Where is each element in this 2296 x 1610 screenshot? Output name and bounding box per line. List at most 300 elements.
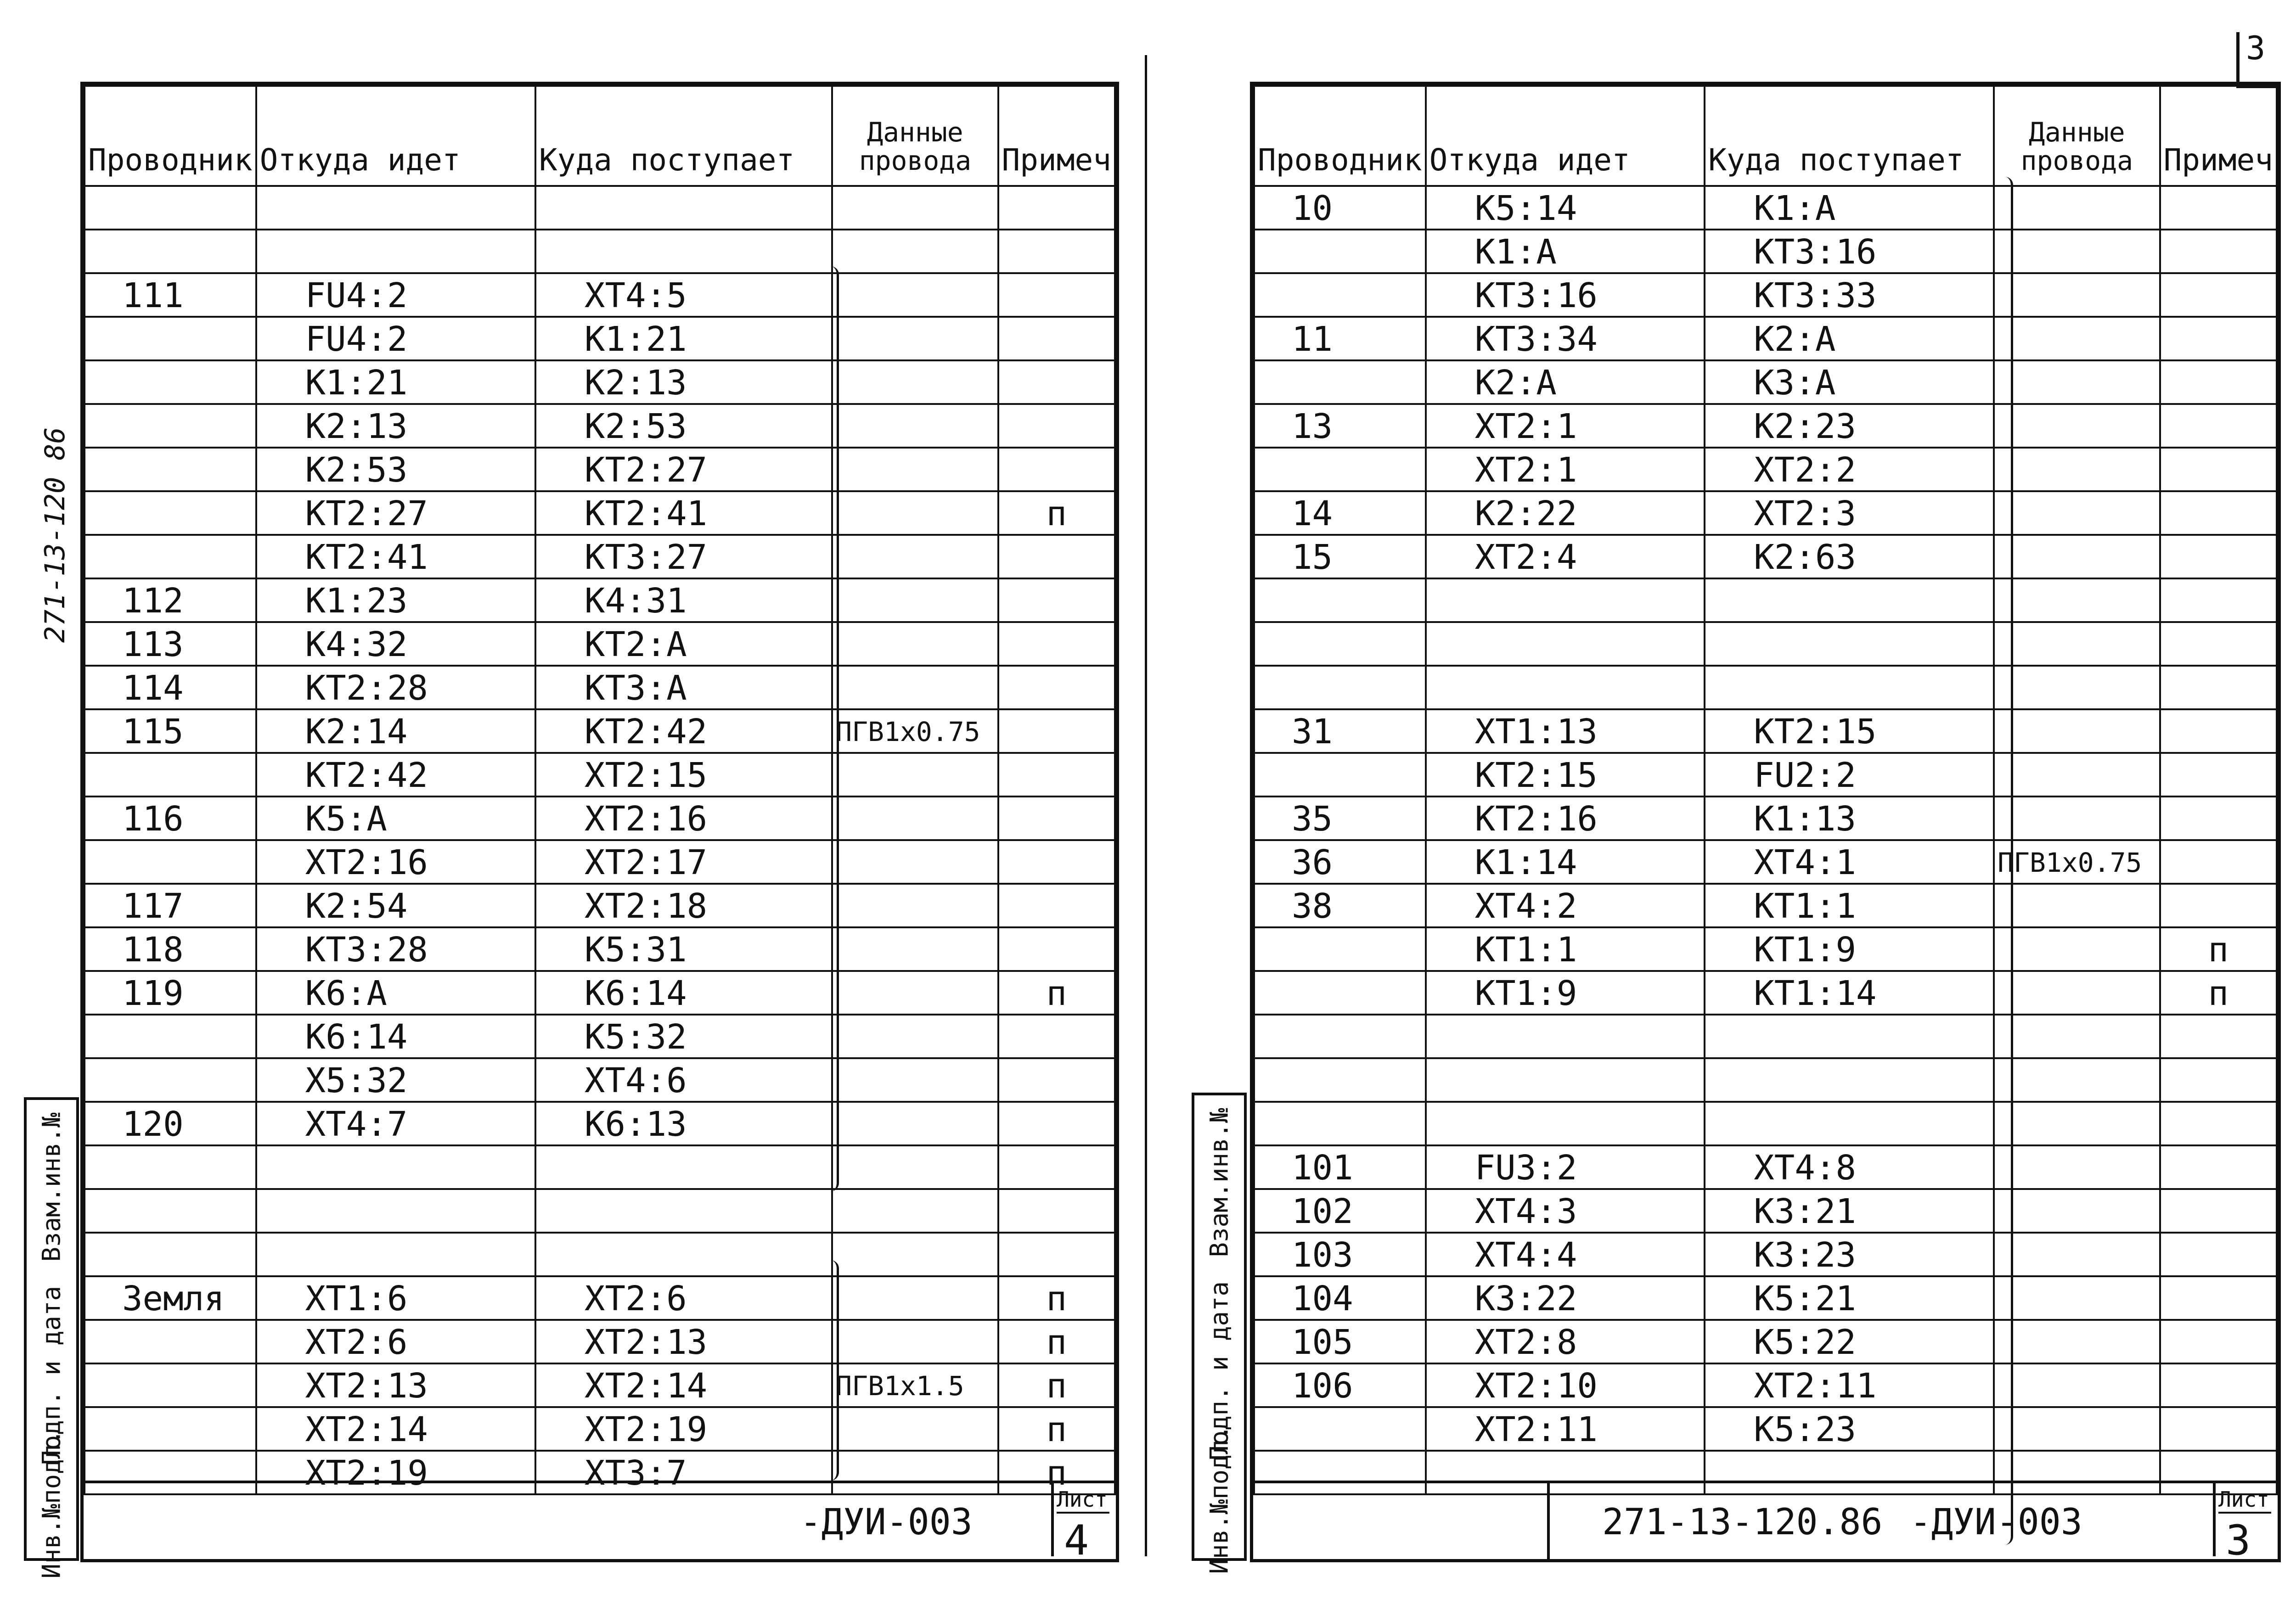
cell-wire-data [832, 1276, 998, 1320]
wire-group-brace [2004, 177, 2013, 1545]
cell-wire-data [832, 317, 998, 360]
cell-to: KT2:15 [1705, 709, 1994, 753]
cell-to: XT2:6 [535, 1276, 832, 1320]
table-row [84, 1363, 1115, 1407]
cell-wire-data [832, 666, 998, 709]
cell-note [998, 666, 1115, 709]
cell-note [998, 1102, 1115, 1145]
table-row [1254, 971, 2277, 1015]
cell-to: KT3:A [535, 666, 832, 709]
cell-to: XT2:19 [535, 1407, 832, 1451]
cell-from: XT4:2 [1426, 884, 1705, 927]
cell-from: K1:14 [1426, 840, 1705, 884]
cell-wire-data [1994, 971, 2160, 1015]
cell-note [998, 1189, 1115, 1233]
cell-to: KT3:16 [1705, 230, 1994, 273]
cell-note [2160, 186, 2277, 230]
cell-from [256, 1189, 535, 1233]
cell-wire-data [1994, 578, 2160, 622]
cell-note [998, 1233, 1115, 1276]
cell-conductor [84, 360, 256, 404]
cell-note: п [998, 1363, 1115, 1407]
cell-note [2160, 404, 2277, 448]
table-row [84, 448, 1115, 491]
corner-mark [2236, 29, 2281, 88]
table-row [1254, 927, 2277, 971]
cell-note [998, 186, 1115, 230]
cell-from: K2:14 [256, 709, 535, 753]
cell-note [998, 448, 1115, 491]
table-row [1254, 273, 2277, 317]
cell-conductor: 101 [1254, 1145, 1426, 1189]
cell-note: п [998, 1320, 1115, 1363]
cell-from: KT2:27 [256, 491, 535, 535]
cell-from: KT2:42 [256, 753, 535, 797]
header-to: Куда поступает [1705, 86, 1994, 186]
inventory-label: Инв.№подл. [37, 1429, 66, 1579]
replacement-inventory-label: Взам.инв.№ [37, 1112, 66, 1262]
cell-wire-data [832, 927, 998, 971]
cell-note [998, 317, 1115, 360]
cell-from: XT2:10 [1426, 1363, 1705, 1407]
left-approval-strip [24, 1097, 79, 1579]
table-row [84, 927, 1115, 971]
cell-from: XT1:13 [1426, 709, 1705, 753]
cell-to: KT2:A [535, 622, 832, 666]
cell-conductor [84, 317, 256, 360]
cell-note [2160, 1233, 2277, 1276]
cell-from: K1:21 [256, 360, 535, 404]
cell-note [2160, 1407, 2277, 1451]
cell-to: K5:23 [1705, 1407, 1994, 1451]
cell-wire-data [1994, 1276, 2160, 1320]
cell-from: K2:13 [256, 404, 535, 448]
header-conductor: Проводник [1254, 86, 1426, 186]
cell-to: K2:A [1705, 317, 1994, 360]
cell-note [2160, 840, 2277, 884]
header-wire-data: Данные провода [1994, 86, 2160, 186]
cell-to: K2:63 [1705, 535, 1994, 578]
cell-to: K5:31 [535, 927, 832, 971]
cell-from [1426, 666, 1705, 709]
cell-wire-data [1994, 1320, 2160, 1363]
cell-note: п [2160, 927, 2277, 971]
cell-to [535, 230, 832, 273]
cell-from: K6:14 [256, 1015, 535, 1058]
cell-wire-data [832, 1189, 998, 1233]
table-row [1254, 404, 2277, 448]
cell-conductor: 14 [1254, 491, 1426, 535]
cell-from: XT2:1 [1426, 404, 1705, 448]
cell-to [1705, 578, 1994, 622]
cell-wire-data [832, 273, 998, 317]
cell-to: XT4:8 [1705, 1145, 1994, 1189]
table-row [84, 971, 1115, 1015]
table-row [1254, 1276, 2277, 1320]
document-code: -ДУИ-003 [800, 1502, 973, 1543]
cell-conductor [1254, 1102, 1426, 1145]
wiring-table [84, 85, 1116, 1495]
cell-wire-data [1994, 622, 2160, 666]
cell-conductor [1254, 578, 1426, 622]
cell-from: KT2:41 [256, 535, 535, 578]
table-row [84, 1233, 1115, 1276]
cell-note [2160, 230, 2277, 273]
cell-note [998, 535, 1115, 578]
cell-from: K2:A [1426, 360, 1705, 404]
cell-from [1426, 1015, 1705, 1058]
cell-conductor [84, 1189, 256, 1233]
cell-note [998, 927, 1115, 971]
cell-to [535, 1189, 832, 1233]
cell-to [535, 186, 832, 230]
cell-conductor [84, 491, 256, 535]
cell-wire-data: ПГВ1х1.5 [832, 1363, 998, 1407]
cell-to: KT1:9 [1705, 927, 1994, 971]
cell-wire-data [832, 491, 998, 535]
cell-from: X5:32 [256, 1058, 535, 1102]
corner-mark-text: 3 [2246, 29, 2266, 67]
cell-note [2160, 360, 2277, 404]
cell-note [2160, 797, 2277, 840]
cell-wire-data [1994, 1189, 2160, 1233]
cell-from: KT1:1 [1426, 927, 1705, 971]
cell-note [2160, 1320, 2277, 1363]
cell-note [998, 578, 1115, 622]
cell-note [998, 273, 1115, 317]
cell-conductor: 11 [1254, 317, 1426, 360]
cell-to: K1:A [1705, 186, 1994, 230]
table-row [84, 1015, 1115, 1058]
header-to: Куда поступает [535, 86, 832, 186]
cell-to: K2:13 [535, 360, 832, 404]
header-from: Откуда идет [1426, 86, 1705, 186]
cell-note [998, 884, 1115, 927]
cell-note: п [998, 491, 1115, 535]
table-row [84, 1189, 1115, 1233]
cell-to: XT2:3 [1705, 491, 1994, 535]
cell-to: KT2:41 [535, 491, 832, 535]
header-from: Откуда идет [256, 86, 535, 186]
cell-note: п [998, 1276, 1115, 1320]
table-row [84, 535, 1115, 578]
cell-note [2160, 753, 2277, 797]
cell-wire-data [1994, 709, 2160, 753]
cell-wire-data [1994, 360, 2160, 404]
cell-from: KT3:28 [256, 927, 535, 971]
cell-note [2160, 666, 2277, 709]
table-row [84, 753, 1115, 797]
signature-date-label: Подп. и дата [1204, 1281, 1234, 1461]
table-row [1254, 1189, 2277, 1233]
cell-from: KT2:16 [1426, 797, 1705, 840]
cell-from: K3:22 [1426, 1276, 1705, 1320]
cell-conductor: 38 [1254, 884, 1426, 927]
cell-to: K5:32 [535, 1015, 832, 1058]
cell-conductor [1254, 666, 1426, 709]
cell-to: K2:53 [535, 404, 832, 448]
cell-from: FU4:2 [256, 317, 535, 360]
cell-note: п [998, 971, 1115, 1015]
cell-wire-data [1994, 1363, 2160, 1407]
cell-from: XT4:3 [1426, 1189, 1705, 1233]
cell-to: XT2:13 [535, 1320, 832, 1363]
cell-to: KT3:27 [535, 535, 832, 578]
cell-to: K3:21 [1705, 1189, 1994, 1233]
cell-conductor: 116 [84, 797, 256, 840]
table-row [1254, 884, 2277, 927]
table-row [1254, 1363, 2277, 1407]
table-row [1254, 1015, 2277, 1058]
cell-conductor [1254, 360, 1426, 404]
cell-from [1426, 1058, 1705, 1102]
cell-from: XT2:1 [1426, 448, 1705, 491]
cell-conductor [1254, 1407, 1426, 1451]
cell-from: XT2:19 [256, 1451, 535, 1494]
table-row [1254, 578, 2277, 622]
cell-to: KT3:33 [1705, 273, 1994, 317]
cell-note [998, 1058, 1115, 1102]
cell-note [2160, 317, 2277, 360]
cell-note [998, 230, 1115, 273]
cell-conductor [1254, 273, 1426, 317]
cell-wire-data [832, 1145, 998, 1189]
cell-conductor: 13 [1254, 404, 1426, 448]
cell-note [2160, 1189, 2277, 1233]
cell-wire-data [1994, 753, 2160, 797]
cell-conductor: Земля [84, 1276, 256, 1320]
table-row [1254, 448, 2277, 491]
cell-wire-data [1994, 797, 2160, 840]
cell-to: XT2:15 [535, 753, 832, 797]
cell-conductor: 10 [1254, 186, 1426, 230]
cell-to: K6:14 [535, 971, 832, 1015]
table-row [1254, 360, 2277, 404]
cell-to [535, 1233, 832, 1276]
table-row [1254, 622, 2277, 666]
cell-wire-data [832, 230, 998, 273]
cell-to: KT1:14 [1705, 971, 1994, 1015]
table-row [1254, 840, 2277, 884]
cell-wire-data [832, 971, 998, 1015]
cell-wire-data [832, 1233, 998, 1276]
table-row [1254, 1233, 2277, 1276]
table-row [84, 404, 1115, 448]
wire-group-brace [830, 266, 839, 1191]
table-row [1254, 1320, 2277, 1363]
cell-conductor [1254, 622, 1426, 666]
title-block [84, 1481, 1116, 1565]
cell-from [1426, 622, 1705, 666]
cell-note [2160, 1363, 2277, 1407]
cell-to: XT2:11 [1705, 1363, 1994, 1407]
cell-from [256, 1145, 535, 1189]
cell-to [1705, 1058, 1994, 1102]
cell-note [2160, 1102, 2277, 1145]
cell-from: XT2:16 [256, 840, 535, 884]
table-row [1254, 1058, 2277, 1102]
cell-to: XT2:17 [535, 840, 832, 884]
cell-wire-data [1994, 448, 2160, 491]
cell-conductor [84, 1145, 256, 1189]
cell-to [1705, 1102, 1994, 1145]
table-row [1254, 1102, 2277, 1145]
cell-from: K2:54 [256, 884, 535, 927]
cell-wire-data [1994, 404, 2160, 448]
cell-conductor: 115 [84, 709, 256, 753]
right-sheet [1250, 82, 2281, 1565]
inventory-label: Инв.№подл. [1204, 1425, 1234, 1574]
table-row [84, 1320, 1115, 1363]
cell-wire-data [832, 1015, 998, 1058]
table-row [84, 230, 1115, 273]
cell-note [998, 1145, 1115, 1189]
cell-note [998, 404, 1115, 448]
cell-conductor: 118 [84, 927, 256, 971]
cell-wire-data [832, 404, 998, 448]
cell-to [1705, 1015, 1994, 1058]
cell-conductor [1254, 753, 1426, 797]
cell-to: K3:23 [1705, 1233, 1994, 1276]
cell-from: XT2:14 [256, 1407, 535, 1451]
cell-wire-data [1994, 1058, 2160, 1102]
cell-note [2160, 1276, 2277, 1320]
cell-from [1426, 578, 1705, 622]
header-wire-data: Данные провода [832, 86, 998, 186]
cell-from: KT3:16 [1426, 273, 1705, 317]
table-row [1254, 709, 2277, 753]
cell-from: K1:23 [256, 578, 535, 622]
cell-note [2160, 1145, 2277, 1189]
cell-conductor: 36 [1254, 840, 1426, 884]
cell-wire-data [832, 1102, 998, 1145]
cell-note [2160, 1058, 2277, 1102]
table-row [1254, 1407, 2277, 1451]
cell-wire-data [832, 360, 998, 404]
cell-to: KT2:42 [535, 709, 832, 753]
cell-conductor: 102 [1254, 1189, 1426, 1233]
cell-conductor: 120 [84, 1102, 256, 1145]
cell-to: K6:13 [535, 1102, 832, 1145]
cell-to: K3:A [1705, 360, 1994, 404]
cell-conductor: 103 [1254, 1233, 1426, 1276]
cell-note [998, 840, 1115, 884]
cell-from: XT4:4 [1426, 1233, 1705, 1276]
cell-from: XT2:6 [256, 1320, 535, 1363]
cell-conductor: 104 [1254, 1276, 1426, 1320]
replacement-inventory-label: Взам.инв.№ [1204, 1108, 1234, 1257]
cell-from [256, 1233, 535, 1276]
cell-conductor: 117 [84, 884, 256, 927]
cell-conductor: 114 [84, 666, 256, 709]
cell-wire-data [1994, 317, 2160, 360]
cell-note [2160, 273, 2277, 317]
cell-note: п [2160, 971, 2277, 1015]
cell-wire-data [1994, 273, 2160, 317]
table-row [84, 666, 1115, 709]
cell-wire-data [832, 797, 998, 840]
cell-to: K2:23 [1705, 404, 1994, 448]
cell-note [998, 709, 1115, 753]
table-row [1254, 797, 2277, 840]
cell-conductor [1254, 1058, 1426, 1102]
cell-wire-data [832, 840, 998, 884]
cell-note [2160, 535, 2277, 578]
cell-conductor [1254, 1015, 1426, 1058]
cell-conductor [84, 1407, 256, 1451]
cell-conductor [1254, 448, 1426, 491]
cell-wire-data [1994, 1015, 2160, 1058]
cell-note: п [998, 1451, 1115, 1494]
cell-wire-data [1994, 1102, 2160, 1145]
cell-wire-data [1994, 535, 2160, 578]
cell-from: FU3:2 [1426, 1145, 1705, 1189]
table-header [84, 86, 1115, 186]
cell-to [1705, 622, 1994, 666]
cell-from: XT4:7 [256, 1102, 535, 1145]
header-conductor: Проводник [84, 86, 256, 186]
cell-conductor [84, 404, 256, 448]
table-row [84, 1058, 1115, 1102]
sheet-label: Лист [2218, 1487, 2271, 1514]
cell-to: XT3:7 [535, 1451, 832, 1494]
cell-from: K4:32 [256, 622, 535, 666]
cell-from: KT2:28 [256, 666, 535, 709]
cell-to: FU2:2 [1705, 753, 1994, 797]
table-row [1254, 666, 2277, 709]
cell-from: K5:A [256, 797, 535, 840]
cell-conductor: 111 [84, 273, 256, 317]
cell-conductor [84, 1015, 256, 1058]
wire-group-brace [830, 1260, 839, 1481]
cell-conductor [84, 535, 256, 578]
cell-note [998, 797, 1115, 840]
cell-note [2160, 1015, 2277, 1058]
document-number: 271-13-120.86 [1602, 1502, 1883, 1543]
cell-conductor: 15 [1254, 535, 1426, 578]
right-approval-strip [1192, 1093, 1247, 1574]
cell-from: XT2:11 [1426, 1407, 1705, 1451]
table-row [84, 491, 1115, 535]
cell-from: XT2:4 [1426, 535, 1705, 578]
sheet-number: 4 [1064, 1516, 1089, 1565]
cell-from [1426, 1102, 1705, 1145]
wiring-table [1253, 85, 2278, 1495]
cell-from: K1:A [1426, 230, 1705, 273]
signature-date-label: Подп. и дата [37, 1285, 66, 1465]
cell-note [2160, 448, 2277, 491]
document-code: -ДУИ-003 [1910, 1502, 2082, 1543]
cell-to: K4:31 [535, 578, 832, 622]
sheet-number-box [1051, 1483, 1116, 1565]
table-row [84, 840, 1115, 884]
cell-conductor: 35 [1254, 797, 1426, 840]
table-row [1254, 1145, 2277, 1189]
cell-to: XT4:6 [535, 1058, 832, 1102]
sheet-number: 3 [2226, 1516, 2251, 1565]
table-row [1254, 535, 2277, 578]
cell-from: XT2:13 [256, 1363, 535, 1407]
cell-from: XT2:8 [1426, 1320, 1705, 1363]
cell-to: XT4:5 [535, 273, 832, 317]
cell-conductor [1254, 971, 1426, 1015]
cell-from: KT3:34 [1426, 317, 1705, 360]
table-row [84, 186, 1115, 230]
cell-note [998, 1015, 1115, 1058]
cell-wire-data [1994, 1407, 2160, 1451]
cell-from: K6:A [256, 971, 535, 1015]
cell-to: K5:21 [1705, 1276, 1994, 1320]
